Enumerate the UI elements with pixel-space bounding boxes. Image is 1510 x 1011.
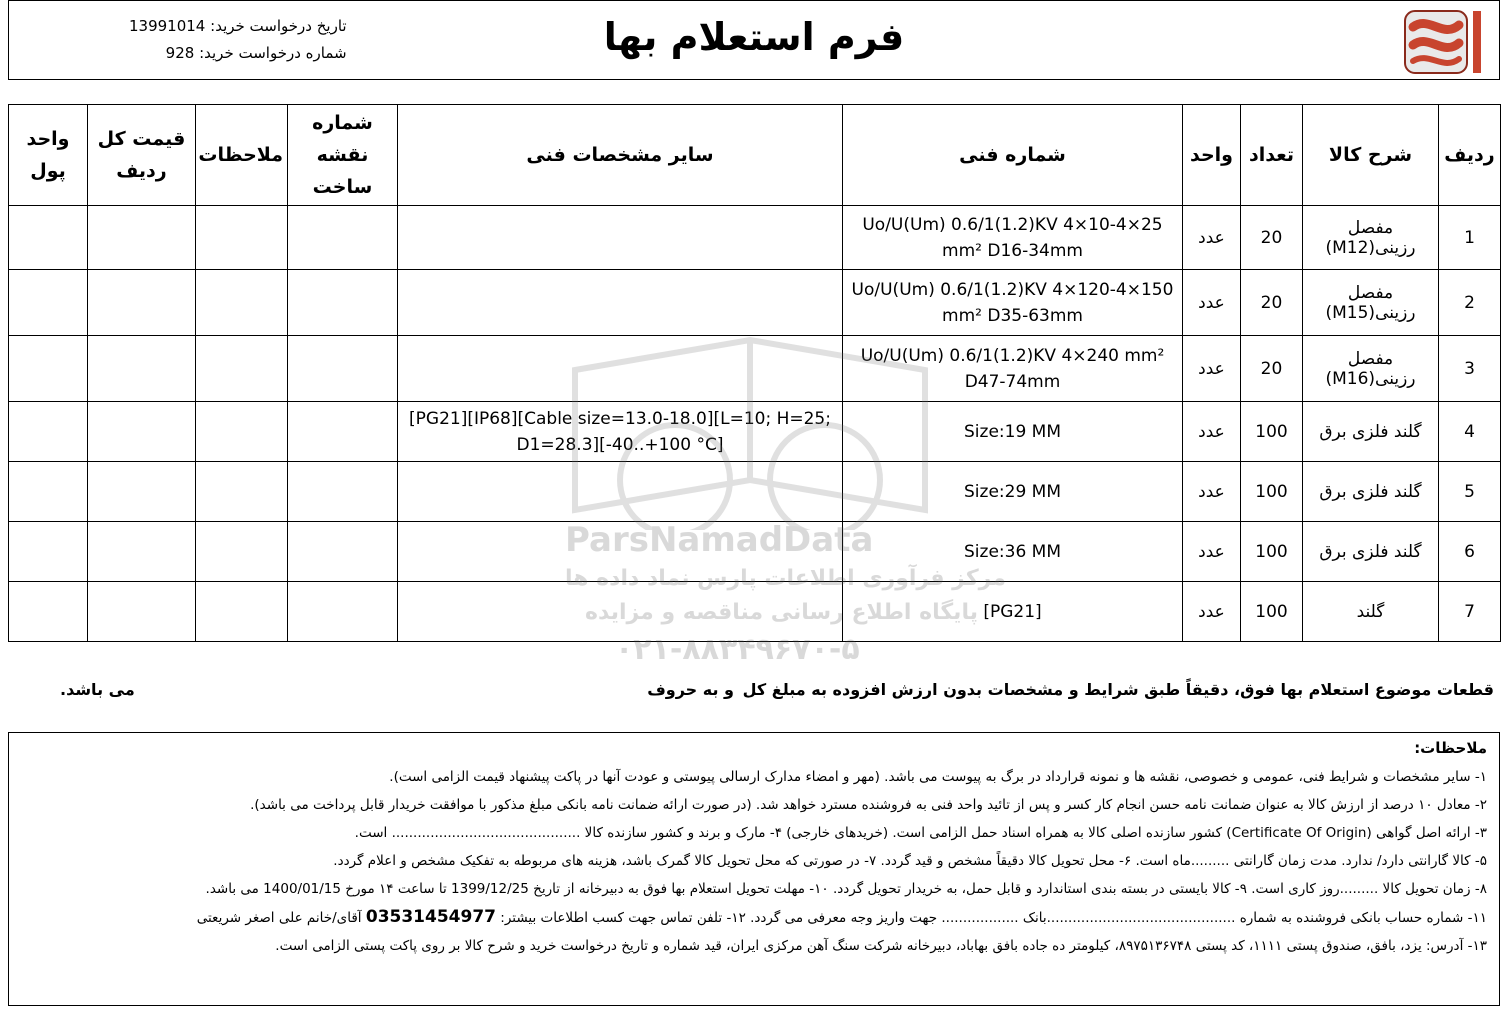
cell-other-specs: [PG21][IP68][Cable size=13.0-18.0][L=10; H=25; D1=28.3][-40..+100 °C] [398, 402, 843, 462]
col-header-drawing-number: شماره نقشه ساخت [288, 105, 398, 206]
cell-description: مفصل رزینی(M15) [1303, 270, 1439, 336]
cell-currency[interactable] [9, 206, 88, 270]
cell-quantity: 100 [1241, 582, 1303, 642]
col-header-total-price: قیمت کل ردیف [88, 105, 196, 206]
note-5-7: ۵- کالا گارانتی دارد/ ندارد. مدت زمان گارانتی .........ماه است. ۶- محل تحویل کالا دقیقاً مشخص و قید گردد. ۷- در صورتی که محل تحویل کالا گمرک باشد، هزینه های مربوطه به تفکیک مشخص و اعلام گردد. [333, 853, 1487, 869]
cell-total-price[interactable] [88, 336, 196, 402]
cell-remarks[interactable] [196, 522, 288, 582]
amount-text-end: می باشد. [60, 680, 135, 699]
cell-technical-number: Uo/U(Um) 0.6/1(1.2)KV 4×240 mm² D47-74mm [843, 336, 1183, 402]
cell-other-specs [398, 522, 843, 582]
cell-unit: عدد [1183, 402, 1241, 462]
cell-row-number: 3 [1439, 336, 1501, 402]
cell-quantity: 20 [1241, 270, 1303, 336]
notes-box [8, 732, 1500, 1006]
col-header-quantity: تعداد [1241, 105, 1303, 206]
col-header-technical-number: شماره فنی [843, 105, 1183, 206]
amount-text-main: قطعات موضوع استعلام بها فوق، دقیقاً طبق شرایط و مشخصات بدون ارزش افزوده به مبلغ کل [742, 680, 1494, 699]
cell-row-number: 5 [1439, 462, 1501, 522]
cell-drawing-number[interactable] [288, 206, 398, 270]
cell-currency[interactable] [9, 582, 88, 642]
cell-total-price[interactable] [88, 522, 196, 582]
cell-remarks[interactable] [196, 270, 288, 336]
cell-other-specs [398, 462, 843, 522]
cell-quantity: 20 [1241, 206, 1303, 270]
table-row [9, 336, 1501, 402]
cell-currency[interactable] [9, 270, 88, 336]
cell-remarks[interactable] [196, 582, 288, 642]
cell-row-number: 4 [1439, 402, 1501, 462]
cell-other-specs [398, 336, 843, 402]
col-header-remarks: ملاحظات [196, 105, 288, 206]
table-row [9, 206, 1501, 270]
table-row [9, 462, 1501, 522]
cell-description: گلند فلزی برق [1303, 522, 1439, 582]
cell-drawing-number[interactable] [288, 270, 398, 336]
cell-drawing-number[interactable] [288, 522, 398, 582]
cell-other-specs [398, 206, 843, 270]
cell-quantity: 100 [1241, 522, 1303, 582]
cell-technical-number: [PG21] [843, 582, 1183, 642]
note-1: ۱- سایر مشخصات و شرایط فنی، عمومی و خصوصی، نقشه ها و نمونه قرارداد در برگ به پیوست می باشد. (مهر و امضاء مدارک ارسالی پیوستی و عودت آنها در پاکت پیشنهاد قیمت الزامی است). [389, 769, 1487, 785]
cell-total-price[interactable] [88, 582, 196, 642]
cell-drawing-number[interactable] [288, 402, 398, 462]
note-8-10: ۸- زمان تحویل کالا .........روز کاری است. ۹- کالا بایستی در بسته بندی استاندارد و قابل حمل، به خریدار تحویل گردد. ۱۰- مهلت تحویل استعلام بها فوق به دبیرخانه از تاریخ 1399/12/25 تا ساعت ۱۴ مورخ 1400/01/15 می باشد. [205, 881, 1487, 897]
amount-text-words: و به حروف [647, 680, 734, 699]
watermark-line2: پایگاه اطلاع رسانی مناقصه و مزایده [585, 600, 978, 625]
cell-total-price[interactable] [88, 270, 196, 336]
cell-remarks[interactable] [196, 336, 288, 402]
cell-currency[interactable] [9, 402, 88, 462]
cell-technical-number: Uo/U(Um) 0.6/1(1.2)KV 4×10-4×25 mm² D16-34mm [843, 206, 1183, 270]
cell-total-price[interactable] [88, 462, 196, 522]
note-11-text: ۱۱- شماره حساب بانکی فروشنده به شماره ............................................بانک .................. جهت واریز وجه معرفی می گردد. ۱۲- تلفن تماس جهت کسب اطلاعات بیشتر: [500, 910, 1487, 926]
cell-currency[interactable] [9, 336, 88, 402]
cell-unit: عدد [1183, 522, 1241, 582]
cell-currency[interactable] [9, 522, 88, 582]
cell-description: گلند فلزی برق [1303, 402, 1439, 462]
form-header [8, 0, 1500, 80]
notes-title: ملاحظات: [1414, 739, 1487, 757]
cell-description: گلند [1303, 582, 1439, 642]
request-meta [129, 13, 347, 67]
cell-currency[interactable] [9, 462, 88, 522]
watermark-brand: ParsNamadData [565, 520, 874, 560]
cell-remarks[interactable] [196, 206, 288, 270]
cell-total-price[interactable] [88, 206, 196, 270]
col-header-other-specs: سایر مشخصات فنی [398, 105, 843, 206]
note-13: ۱۳- آدرس: یزد، بافق، صندوق پستی ۱۱۱۱، کد پستی ۸۹۷۵۱۳۶۷۴۸، کیلومتر ده جاده بافق بهاباد، دبیرخانه شرکت سنگ آهن مرکزی ایران، قید شماره و تاریخ درخواست خرید و شرح کالا بر روی پاکت پستی الزامی است. [275, 938, 1487, 954]
cell-unit: عدد [1183, 336, 1241, 402]
table-row [9, 402, 1501, 462]
cell-remarks[interactable] [196, 462, 288, 522]
cell-unit: عدد [1183, 462, 1241, 522]
cell-row-number: 6 [1439, 522, 1501, 582]
cell-technical-number: Uo/U(Um) 0.6/1(1.2)KV 4×120-4×150 mm² D35-63mm [843, 270, 1183, 336]
cell-technical-number: Size:29 MM [843, 462, 1183, 522]
cell-quantity: 20 [1241, 336, 1303, 402]
cell-other-specs [398, 270, 843, 336]
cell-drawing-number[interactable] [288, 462, 398, 522]
request-date-label: تاریخ درخواست خرید: [210, 17, 347, 35]
form-title: فرم استعلام بها [603, 15, 905, 59]
request-date-value: 13991014 [129, 17, 206, 35]
col-header-unit: واحد [1183, 105, 1241, 206]
cell-row-number: 7 [1439, 582, 1501, 642]
cell-drawing-number[interactable] [288, 336, 398, 402]
cell-technical-number: Size:19 MM [843, 402, 1183, 462]
cell-technical-number: Size:36 MM [843, 522, 1183, 582]
col-header-currency: واحد پول [9, 105, 88, 206]
cell-remarks[interactable] [196, 402, 288, 462]
amount-statement [60, 680, 1494, 704]
cell-drawing-number[interactable] [288, 582, 398, 642]
cell-unit: عدد [1183, 270, 1241, 336]
cell-row-number: 1 [1439, 206, 1501, 270]
request-date-row [129, 13, 347, 40]
table-header-row [9, 105, 1501, 206]
cell-unit: عدد [1183, 582, 1241, 642]
cell-quantity: 100 [1241, 462, 1303, 522]
request-number-row [129, 40, 347, 67]
note-11-12 [21, 903, 1487, 932]
watermark-phone: ۰۲۱-۸۸۳۴۹۶۷۰-۵ [615, 632, 860, 667]
table-row [9, 582, 1501, 642]
watermark-line1: مرکز فرآوری اطلاعات پارس نماد داده ها [565, 566, 1006, 591]
request-number-label: شماره درخواست خرید: [199, 44, 347, 62]
request-number-value: 928 [165, 44, 195, 62]
cell-unit: عدد [1183, 206, 1241, 270]
contact-phone: 03531454977 [365, 907, 496, 927]
cell-quantity: 100 [1241, 402, 1303, 462]
cell-description: مفصل رزینی(M12) [1303, 206, 1439, 270]
cell-description: گلند فلزی برق [1303, 462, 1439, 522]
table-row [9, 522, 1501, 582]
note-2: ۲- معادل ۱۰ درصد از ارزش کالا به عنوان ضمانت نامه حسن انجام کار کسر و پس از تائید واحد فنی به فروشنده مسترد خواهد شد. (در صورت ارائه ضمانت نامه بانکی مبلغ مذکور با موافقت خریدار قابل پرداخت می باشد). [250, 797, 1487, 813]
table-row [9, 270, 1501, 336]
cell-row-number: 2 [1439, 270, 1501, 336]
col-header-row-number: ردیف [1439, 105, 1501, 206]
items-table [8, 104, 1501, 642]
contact-person: آقای/خانم علی اصغر شریعتی [196, 910, 362, 926]
cell-total-price[interactable] [88, 402, 196, 462]
cell-description: مفصل رزینی(M16) [1303, 336, 1439, 402]
col-header-description: شرح کالا [1303, 105, 1439, 206]
note-3-4: ۳- ارائه اصل گواهی (Certificate Of Origin) کشور سازنده اصلی کالا به همراه اسناد حمل الزامی است. (خریدهای خارجی) ۴- مارک و برند و کشور سازنده کالا ............................................ است. [354, 825, 1487, 841]
cell-other-specs [398, 582, 843, 642]
